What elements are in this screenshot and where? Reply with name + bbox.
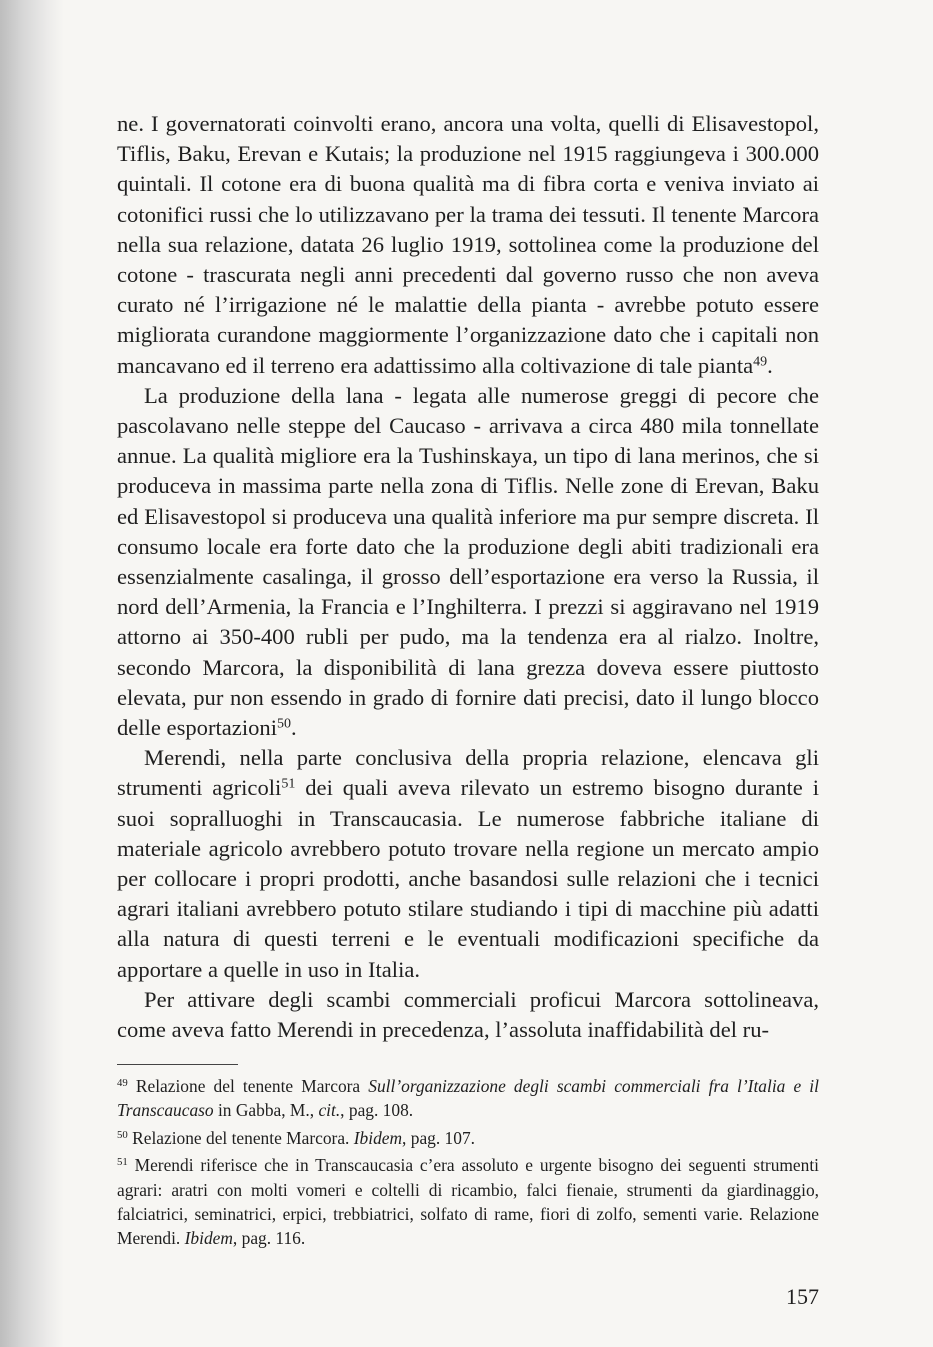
footnote-text: , pag. 116. [232, 1228, 306, 1249]
footnote-text: , pag. 108. [340, 1100, 414, 1121]
footnote-text: in Gabba, M., [213, 1100, 319, 1121]
paragraph-tail: dei quali aveva rilevato un estremo bisogno durante i suoi sopralluoghi in Transcaucasia. Le numerose fabbriche italiane di materiale agricolo avrebbero potuto trovare nella regione un mercato ampio per collocare i propri prodotti, anche basandosi sulle relazioni che i tecnici agrari italiani avrebbero potuto stilare studiando i tipi di macchine più adatti alla natura di questi terreni e le eventuali modificazioni specifiche da apportare a quelle in uso in Italia. [117, 775, 820, 982]
footnote-49 [117, 1074, 819, 1123]
footnotes [117, 1074, 819, 1254]
footnote-text: Relazione del tenente Marcora. [132, 1127, 354, 1148]
footnote-text: Relazione del tenente Marcora [135, 1076, 369, 1096]
footnote-cit: cit. [318, 1100, 341, 1121]
paragraph-text: La produzione della lana - legata alle numerose greggi di pecore che pascolavano nelle steppe del Caucaso - arrivava a circa 480 mila tonnellate annue. La qualità migliore era la Tushinskaya, un tipo di lana merinos, che si produceva in massima parte nella zona di Tiflis. Nelle zone di Erevan, Baku ed Elisavestopol si produceva una qualità inferiore ma pur sempre discreta. Il consumo locale era forte dato che la produzione degli abiti tradizionali era essenzialmente casalinga, il grosso dell’esportazione era verso la Russia, il nord dell’Armenia, la Francia e l’Inghilterra. I prezzi si aggiravano nel 1919 attorno ai 350-400 rubli per pudo, ma la tendenza era al rialzo. Inoltre, secondo Marcora, la disponibilità di lana grezza doveva essere piuttosto elevata, pur non essendo in grado di fornire dati precisi, dato il lungo blocco delle esportazioni [117, 382, 819, 741]
footnote-ref-50: 50 [276, 716, 291, 732]
paragraph-tail: . [290, 715, 297, 741]
footnote-title: Sull’organizzazione degli scambi commerciali fra l’Italia e il Transcaucaso [117, 1076, 819, 1121]
footnote-number: 50 [117, 1128, 128, 1141]
footnote-ref-51: 51 [281, 776, 296, 792]
footnote-text: Merendi riferisce che in Transcaucasia c’era assoluto e urgente bisogno dei seguenti strumenti agrari: aratri con molti vomeri e coltelli di ricambio, falci fienaie, strumenti da giardinaggio, falciatrici, seminatrici, erpici, trebbiatrici, solfato di rame, fiori di zolfo, sementi varie. Relazione Merendi. [117, 1155, 819, 1249]
paragraph-3 [117, 743, 819, 985]
footnote-ibidem: Ibidem [353, 1127, 403, 1148]
paragraph-text: ne. I governatorati coinvolti erano, ancora una volta, quelli di Elisavestopol, Tiflis, Baku, Erevan e Kutais; la produzione nel 1915 raggiungeva i 300.000 quintali. Il cotone era di buona qualità ma di fibra corta e veniva inviato ai cotonifici russi che lo utilizzavano per la trama dei tessuti. Il tenente Marcora nella sua relazione, datata 26 luglio 1919, sottolinea come la produzione del cotone - trascurata negli anni precedenti dal governo russo che non aveva curato né l’irrigazione né le malattie della pianta - avrebbe potuto essere migliorata curandone maggiormente l’organizzazione dato che i capitali non mancavano ed il terreno era adattissimo alla coltivazione di tale pianta [117, 111, 819, 378]
paragraph-2 [117, 381, 819, 743]
page-gutter-shadow [0, 0, 64, 1347]
footnote-ibidem: Ibidem [184, 1228, 233, 1249]
footnote-number: 51 [117, 1156, 128, 1169]
footnote-text: , pag. 107. [402, 1127, 475, 1148]
paragraph-text: Merendi, nella parte conclusiva della propria relazione, elencava gli strumenti agricoli [117, 745, 819, 801]
paragraph-text: Per attivare degli scambi commerciali proficui Marcora sottolineava, come aveva fatto Merendi in precedenza, l’assoluta inaffidabilità del ru- [117, 986, 819, 1043]
paragraph-4 [117, 985, 819, 1045]
paragraph-1 [117, 109, 819, 381]
footnote-separator [117, 1064, 238, 1065]
footnote-50 [117, 1126, 819, 1150]
page-number: 157 [786, 1284, 819, 1309]
paragraph-tail: . [767, 352, 773, 378]
footnote-ref-49: 49 [753, 353, 768, 369]
body-text [117, 109, 819, 1045]
footnote-51 [117, 1153, 819, 1251]
footnote-number: 49 [117, 1077, 128, 1090]
